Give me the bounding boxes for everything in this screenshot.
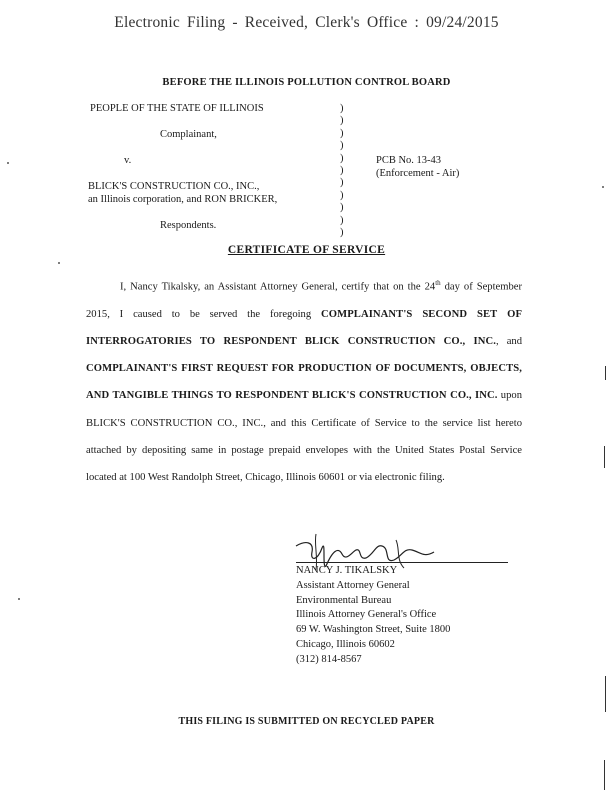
signer-bureau: Environmental Bureau [296,594,392,606]
document-title-1: COMPLAINANT'S SECOND SET OF INTERROGATORIES TO RESPONDENT BLICK CONSTRUCTION CO., INC. [86,308,523,347]
scan-edge-mark [605,366,606,380]
document-title-2: COMPLAINANT'S FIRST REQUEST FOR PRODUCTION OF DOCUMENTS, OBJECTS, AND TANGIBLE THINGS TO RESPONDENT BLICK'S CONSTRUCTION CO., INC. [86,363,522,402]
body-text-2: day of September 2015, I caused to be served the foregoing [86,281,523,320]
case-type: (Enforcement - Air) [376,168,460,179]
case-number: PCB No. 13-43 [376,155,442,166]
signer-street: 69 W. Washington Street, Suite 1800 [296,624,451,636]
defendant-role: Respondents. [160,220,217,231]
signer-title: Assistant Attorney General [296,579,410,591]
signature-line [296,562,508,563]
board-title: BEFORE THE ILLINOIS POLLUTION CONTROL BOARD [162,77,451,88]
scan-speck [58,262,60,264]
defendant-description: an Illinois corporation, and RON BRICKER, [88,194,278,205]
scan-edge-mark [605,676,606,712]
signer-phone: (312) 814-8567 [296,653,362,665]
filing-stamp: Electronic Filing - Received, Clerk's Office : 09/24/2015 [114,14,499,31]
defendant-name: BLICK'S CONSTRUCTION CO., INC., [88,181,260,192]
body-text-4: upon BLICK'S CONSTRUCTION CO., INC., and this Certificate of Service to the service list hereto attached by depositing same in postage prepaid envelopes with the United States Postal Service located at 100 West Randolph Street, Chicago, Illinois 60601 or via electronic filing. [86,390,522,483]
signer-city: Chicago, Illinois 60602 [296,638,395,650]
plaintiff-role: Complainant, [160,129,217,140]
scan-edge-mark [604,760,605,790]
ordinal-suffix: th [435,279,441,287]
scan-edge-mark [604,446,605,468]
signer-office: Illinois Attorney General's Office [296,609,437,621]
scan-speck [18,598,20,600]
scan-speck [7,162,9,164]
recycled-paper-notice: THIS FILING IS SUBMITTED ON RECYCLED PAPER [178,716,435,727]
scan-speck [602,186,604,188]
signer-name: NANCY J. TIKALSKY [296,565,398,576]
body-text-3: , and [495,335,523,347]
body-text-1: I, Nancy Tikalsky, an Assistant Attorney General, certify that on the 24 [120,281,436,293]
certificate-title: CERTIFICATE OF SERVICE [227,244,386,256]
signature-block [296,564,450,668]
caption-parentheses: ) ) ) ) ) ) ) ) ) ) ) [340,103,344,239]
versus: v. [124,155,132,166]
certificate-body [86,270,522,491]
plaintiff-name: PEOPLE OF THE STATE OF ILLINOIS [90,103,264,114]
